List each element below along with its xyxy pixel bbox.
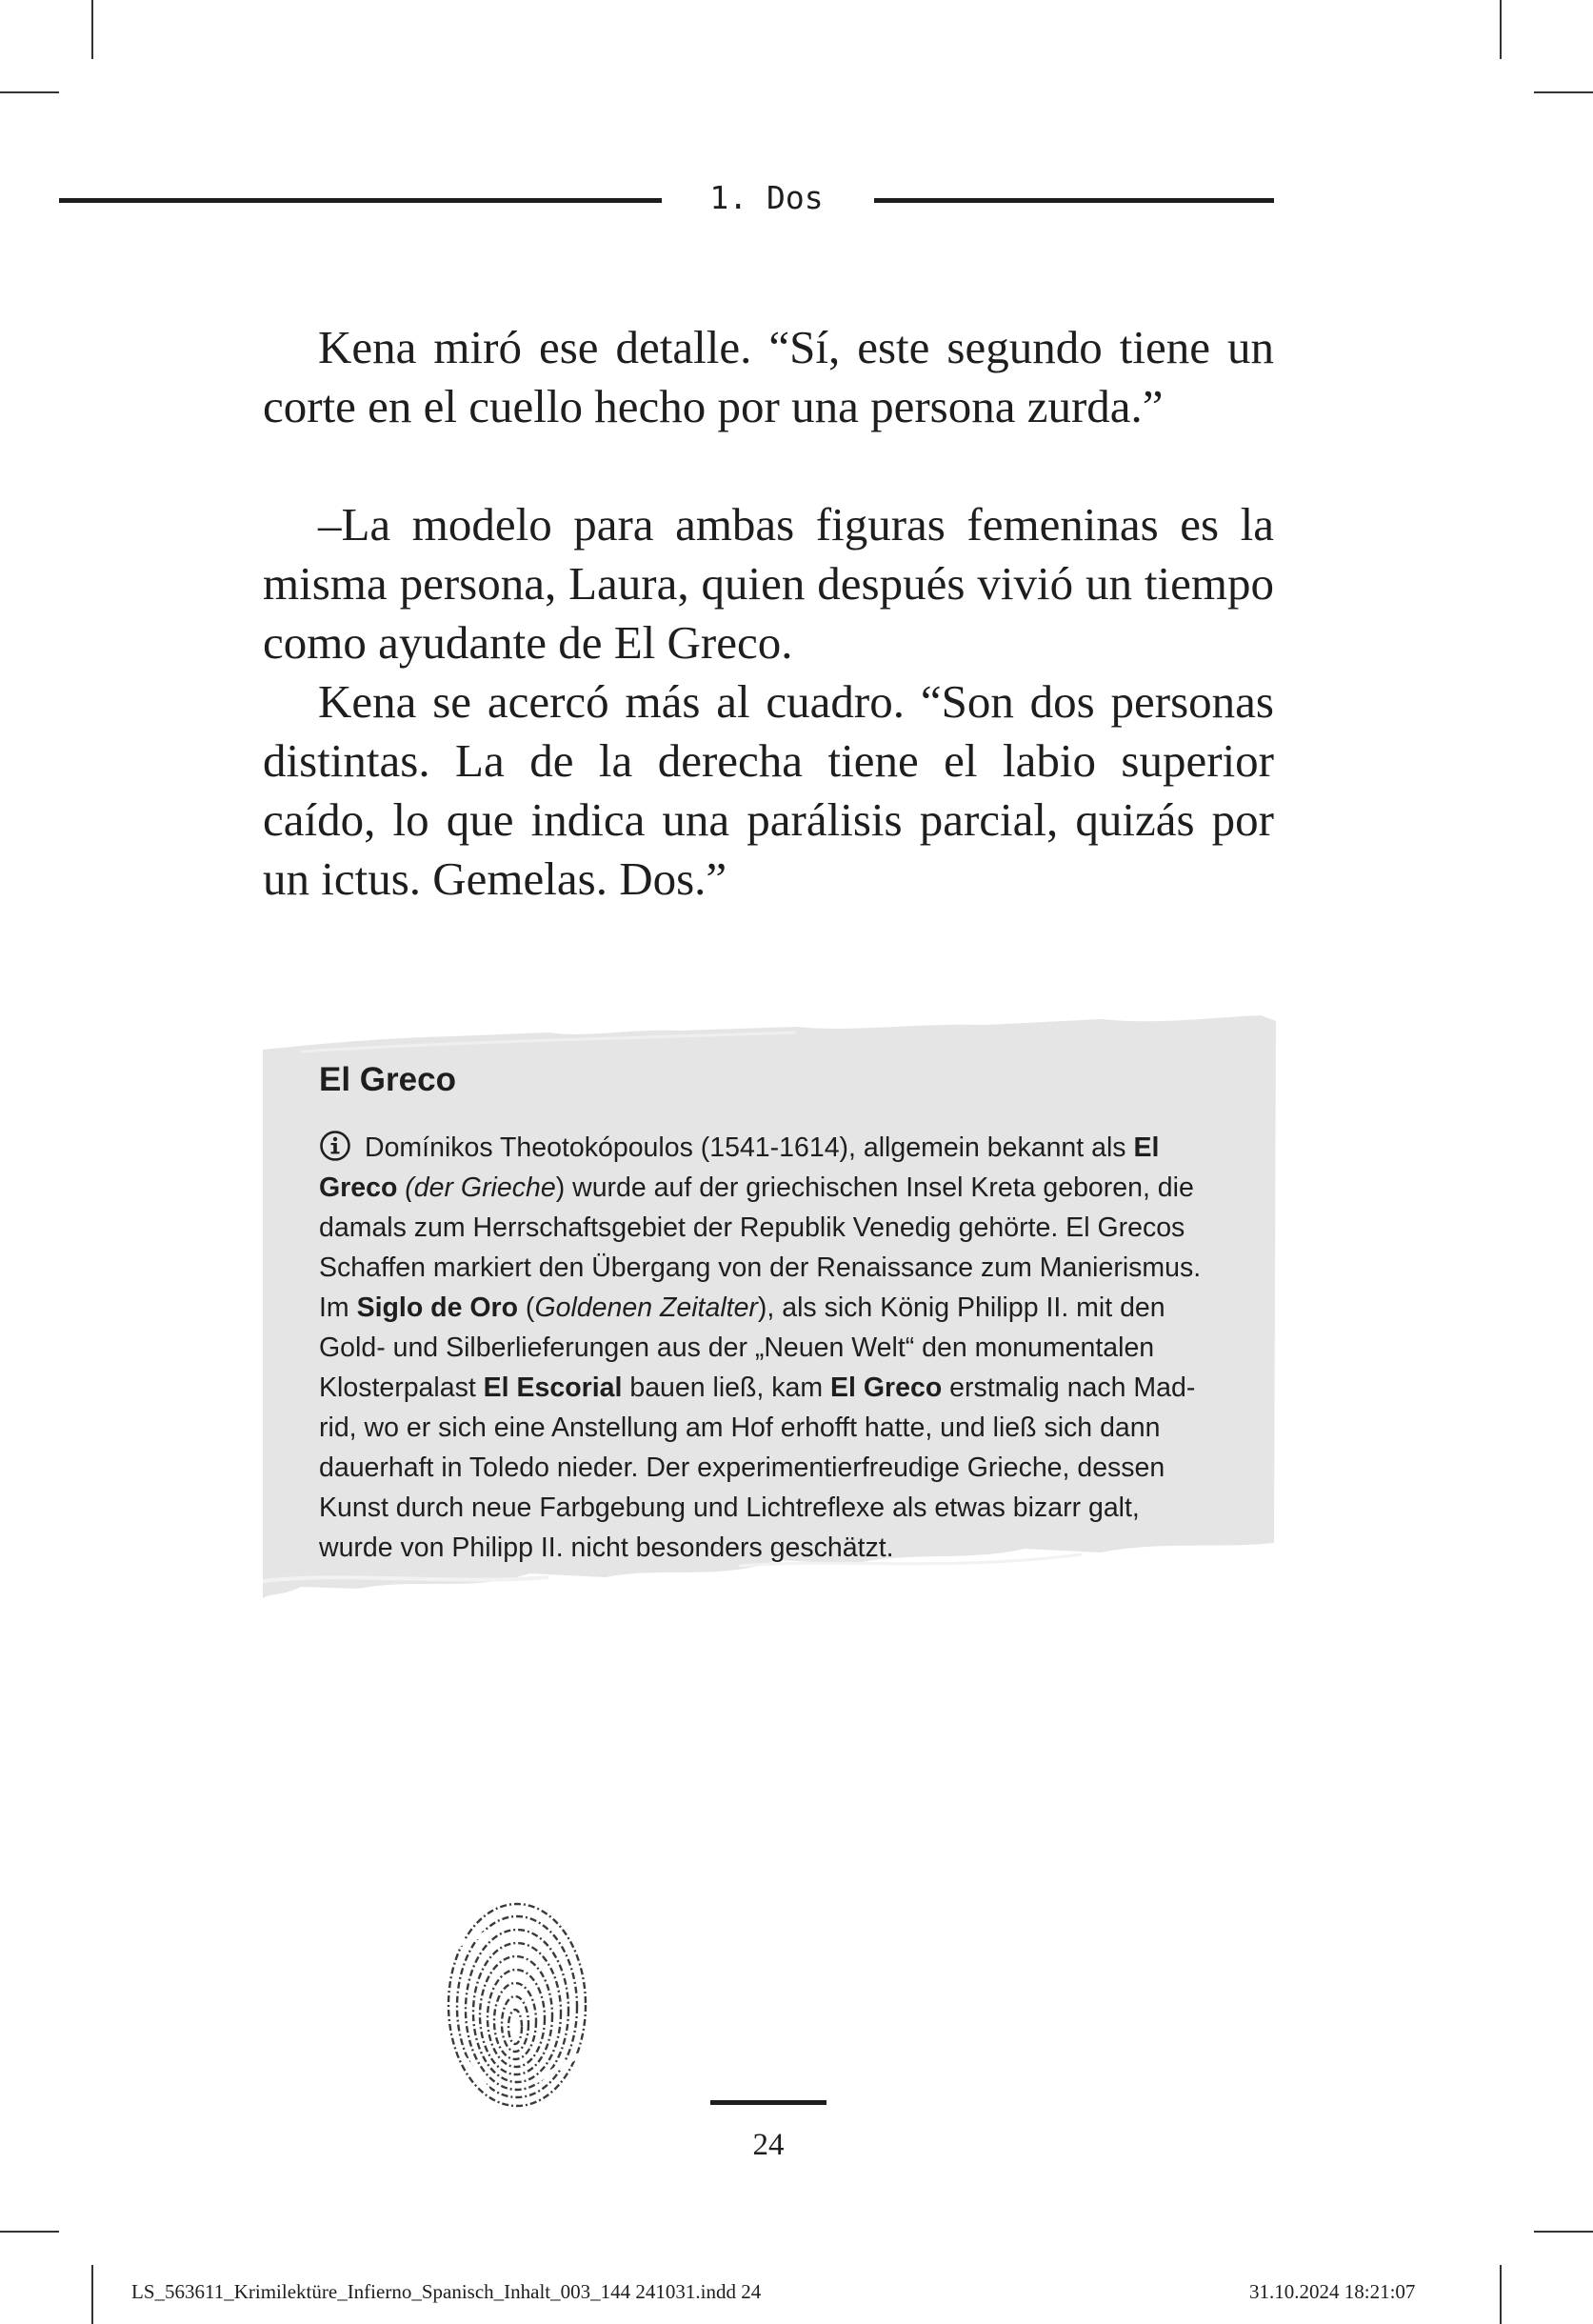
- text-run: Klosterpalast: [319, 1372, 484, 1403]
- info-line: [319, 1368, 1195, 1408]
- info-box-text: [319, 1128, 1202, 1568]
- text-run: ) wurde auf der griechischen Insel Kreta geboren, die: [555, 1172, 1194, 1203]
- header-rule-left: [59, 198, 662, 203]
- text-run: rid, wo er sich eine Anstellung am Hof erhofft hatte, und ließ sich dann: [319, 1412, 1161, 1443]
- slug-date-info: 31.10.2024 18:21:07: [1249, 2280, 1416, 2303]
- info-box-title: El Greco: [319, 1061, 456, 1098]
- info-line: [319, 1248, 1202, 1288]
- bold-term: Greco: [319, 1172, 398, 1203]
- text-run: wurde von Philipp II. nicht besonders geschätzt.: [319, 1533, 894, 1563]
- text-run: Im: [319, 1292, 357, 1323]
- body-paragraph: –La modelo para ambas figuras femeninas es la misma persona, Laura, quien después vivió un tiempo como ayudante de El Greco.: [263, 498, 1274, 669]
- crop-mark-top-right: [1500, 0, 1502, 59]
- bold-term: Siglo de Oro: [356, 1292, 519, 1323]
- chapter-title: 1. Dos: [709, 179, 824, 216]
- info-circle-icon: [319, 1130, 351, 1162]
- body-paragraph: Kena miró ese detalle. “Sí, este segundo tiene un corte en el cuello hecho por una persona zurda.”: [263, 321, 1274, 432]
- info-line: [319, 1488, 1195, 1528]
- crop-mark-right-bottom: [1534, 2231, 1593, 2233]
- italic-term: Goldenen Zeitalter: [534, 1292, 758, 1323]
- text-run: dauerhaft in Toledo nieder. Der experimentierfreudige Grieche, dessen: [319, 1452, 1165, 1483]
- info-line: [319, 1328, 1195, 1368]
- text-run: (: [518, 1292, 535, 1323]
- info-line: [319, 1528, 1195, 1568]
- text-run: erstmalig nach Mad-: [942, 1372, 1196, 1403]
- info-line: [319, 1128, 1195, 1168]
- info-line: [319, 1448, 1195, 1488]
- bold-term: El Escorial: [483, 1372, 623, 1403]
- text-run: Gold- und Silberlieferungen aus der „Neuen Welt“ den monumentalen: [319, 1332, 1155, 1363]
- text-run: damals zum Herrschaftsgebiet der Republik Venedig gehörte. El Grecos: [319, 1212, 1185, 1243]
- info-line: [319, 1208, 1195, 1248]
- body-paragraph-group-2: [263, 495, 1274, 909]
- crop-mark-top-left: [91, 0, 93, 59]
- text-run: Schaffen markiert den Übergang von der Renaissance zum Manierismus.: [319, 1252, 1202, 1283]
- body-paragraph: Kena se acercó más al cuadro. “Son dos personas distintas. La de la derecha tiene el labio superior caído, lo que indica una parálisis parcial, quizás por un ictus. Gemelas. Dos.”: [263, 675, 1274, 905]
- crop-mark-bottom-left: [91, 2265, 93, 2324]
- bold-term: El: [1133, 1132, 1160, 1163]
- text-run: bauen ließ, kam: [622, 1372, 831, 1403]
- crop-mark-right-top: [1534, 91, 1593, 93]
- fingerprint-icon: [441, 1891, 593, 2110]
- text-run: Domínikos Theotokópoulos (1541-1614), allgemein bekannt als: [365, 1132, 1134, 1163]
- text-run: Kunst durch neue Farbgebung und Lichtreflexe als etwas bizarr galt,: [319, 1493, 1140, 1523]
- text-run: ), als sich König Philipp II. mit den: [757, 1292, 1165, 1323]
- body-paragraph-group-1: [263, 318, 1274, 436]
- bold-term: El Greco: [830, 1372, 943, 1403]
- info-line: [319, 1408, 1195, 1448]
- header-rule-right: [874, 198, 1274, 203]
- info-line: [319, 1168, 1195, 1208]
- page-number: 24: [752, 2128, 785, 2162]
- crop-mark-bottom-right: [1500, 2265, 1502, 2324]
- crop-mark-left-bottom: [0, 2231, 59, 2233]
- folio-rule: [710, 2100, 826, 2105]
- slug-file-info: LS_563611_Krimilektüre_Infierno_Spanisch_Inhalt_003_144 241031.indd 24: [131, 2280, 762, 2303]
- crop-mark-left-top: [0, 91, 59, 93]
- italic-term: (der Grieche: [405, 1172, 556, 1203]
- info-line: [319, 1288, 1195, 1328]
